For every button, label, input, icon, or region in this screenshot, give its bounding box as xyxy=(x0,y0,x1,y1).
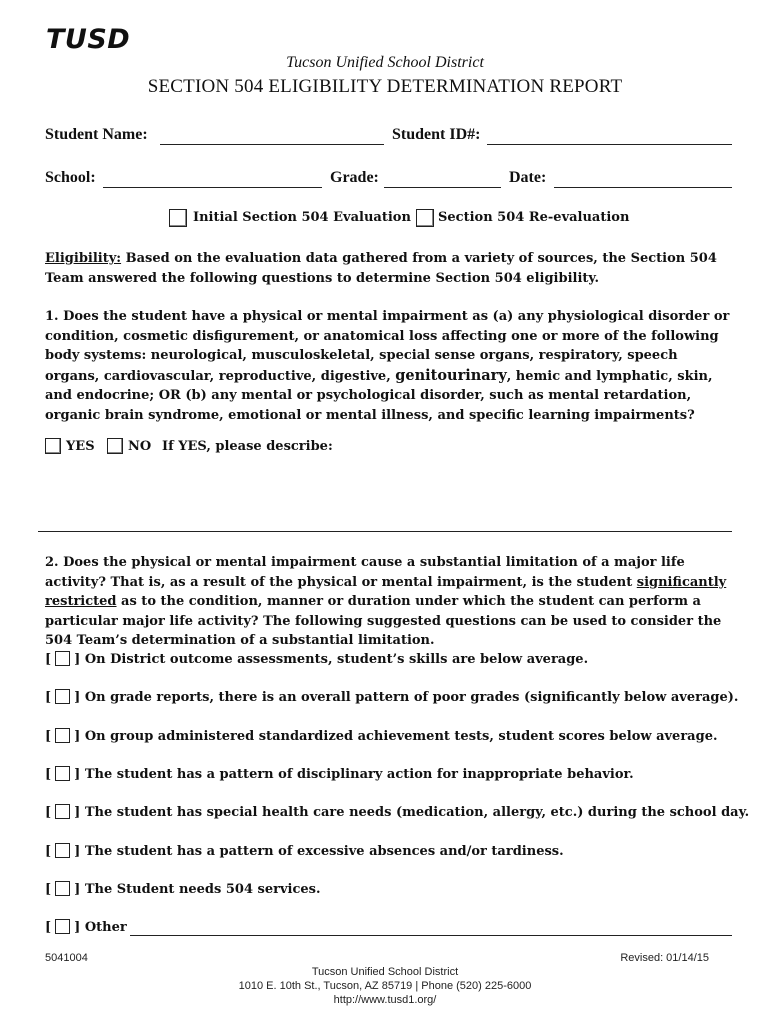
student-name-label: Student Name: xyxy=(45,126,148,143)
date-input[interactable] xyxy=(554,187,732,188)
other-input[interactable] xyxy=(130,935,732,936)
initial-evaluation-checkbox[interactable] xyxy=(169,209,187,227)
page-title: SECTION 504 ELIGIBILITY DETERMINATION REPORT xyxy=(147,76,623,97)
option-checkbox[interactable] xyxy=(55,728,70,743)
option-bracket: [ xyxy=(45,882,52,897)
date-label: Date: xyxy=(509,169,547,186)
option-label: ] On group administered standardized achievement tests, student scores below average. xyxy=(74,729,718,744)
option-checkbox[interactable] xyxy=(55,881,70,896)
option-row xyxy=(45,689,738,706)
footer-org: Tucson Unified School District xyxy=(311,966,459,978)
option-checkbox[interactable] xyxy=(55,804,70,819)
option-row xyxy=(45,881,321,898)
eligibility-paragraph xyxy=(45,249,735,288)
option-label: ] On grade reports, there is an overall pattern of poor grades (significantly below average). xyxy=(74,690,739,705)
q1-yes-checkbox[interactable] xyxy=(45,438,61,454)
option-bracket: [ xyxy=(45,767,52,782)
option-row xyxy=(45,804,749,821)
revised-date: Revised: 01/14/15 xyxy=(620,952,709,964)
option-checkbox[interactable] xyxy=(55,843,70,858)
footer-url[interactable]: http://www.tusd1.org/ xyxy=(333,994,437,1006)
option-checkbox[interactable] xyxy=(55,689,70,704)
question-2-part-a: 2. Does the physical or mental impairment cause a substantial limitation of a major life activity? That is, as a result of the physical or mental impairment, is the student xyxy=(45,555,685,590)
student-id-label: Student ID#: xyxy=(392,126,481,143)
option-row xyxy=(45,843,564,860)
option-label: ] The student has a pattern of disciplinary action for inappropriate behavior. xyxy=(74,767,634,782)
footer-address: 1010 E. 10th St., Tucson, AZ 85719 | Phone (520) 225-6000 xyxy=(238,980,532,992)
district-name: Tucson Unified School District xyxy=(286,54,484,71)
re-evaluation-checkbox[interactable] xyxy=(416,209,434,227)
student-id-input[interactable] xyxy=(487,144,732,145)
option-row xyxy=(45,651,588,668)
option-label: ] The student has special health care needs (medication, allergy, etc.) during the school day. xyxy=(74,805,750,820)
q1-no-checkbox[interactable] xyxy=(107,438,123,454)
question-1-part-a: 1. Does the student have a physical or mental impairment as (a) any physiological disorder or condition, cosmetic disfigurement, or anatomical loss affecting one or more of the following body systems: neurological, musculoskeletal, special sense organs, respiratory, speech organs, cardiovascular, reproductive, digestive, xyxy=(45,309,730,384)
option-row xyxy=(45,728,718,745)
option-bracket: [ xyxy=(45,690,52,705)
question-2-underlined: significantly restricted xyxy=(45,574,727,610)
q1-yes-label: YES xyxy=(66,439,95,454)
option-bracket: [ xyxy=(45,652,52,667)
question-2-text xyxy=(45,553,735,651)
option-label: ] Other xyxy=(74,920,127,935)
question-1-text xyxy=(45,307,735,426)
option-checkbox[interactable] xyxy=(55,651,70,666)
form-number: 5041004 xyxy=(45,952,88,964)
school-input[interactable] xyxy=(103,187,322,188)
grade-label: Grade: xyxy=(330,169,379,186)
grade-input[interactable] xyxy=(384,187,501,188)
question-1-emphasis: genitourinary xyxy=(395,366,507,384)
school-label: School: xyxy=(45,169,96,186)
question-2-part-b: as to the condition, manner or duration under which the student can perform a particular major life activity? The following suggested questions can be used to consider the 504 Team’s determination of a substantial limitation. xyxy=(45,594,722,649)
re-evaluation-label: Section 504 Re-evaluation xyxy=(438,210,630,225)
option-bracket: [ xyxy=(45,805,52,820)
eligibility-heading: Eligibility: xyxy=(45,251,122,266)
tusd-logo: TUSD xyxy=(46,24,131,55)
option-bracket: [ xyxy=(45,844,52,859)
option-label: ] On District outcome assessments, student’s skills are below average. xyxy=(74,652,589,667)
initial-evaluation-label: Initial Section 504 Evaluation xyxy=(193,210,411,225)
q1-no-label: NO xyxy=(128,439,152,454)
q1-describe-label: If YES, please describe: xyxy=(162,439,333,454)
option-row xyxy=(45,766,634,783)
student-name-input[interactable] xyxy=(160,144,384,145)
eligibility-text: Based on the evaluation data gathered from a variety of sources, the Section 504 Team answered the following questions to determine Section 504 eligibility. xyxy=(45,251,717,286)
option-checkbox[interactable] xyxy=(55,766,70,781)
option-row-other xyxy=(45,919,127,936)
option-checkbox[interactable] xyxy=(55,919,70,934)
option-label: ] The Student needs 504 services. xyxy=(74,882,321,897)
question-1-part-b: , hemic and lymphatic, skin, and endocrine; OR (b) any mental or psychological disorder, such as mental retardation, organic brain syndrome, emotional or mental illness, and specific learning impairments? xyxy=(45,368,713,423)
option-label: ] The student has a pattern of excessive absences and/or tardiness. xyxy=(74,844,564,859)
option-bracket: [ xyxy=(45,920,52,935)
option-bracket: [ xyxy=(45,729,52,744)
section-divider xyxy=(38,531,732,532)
